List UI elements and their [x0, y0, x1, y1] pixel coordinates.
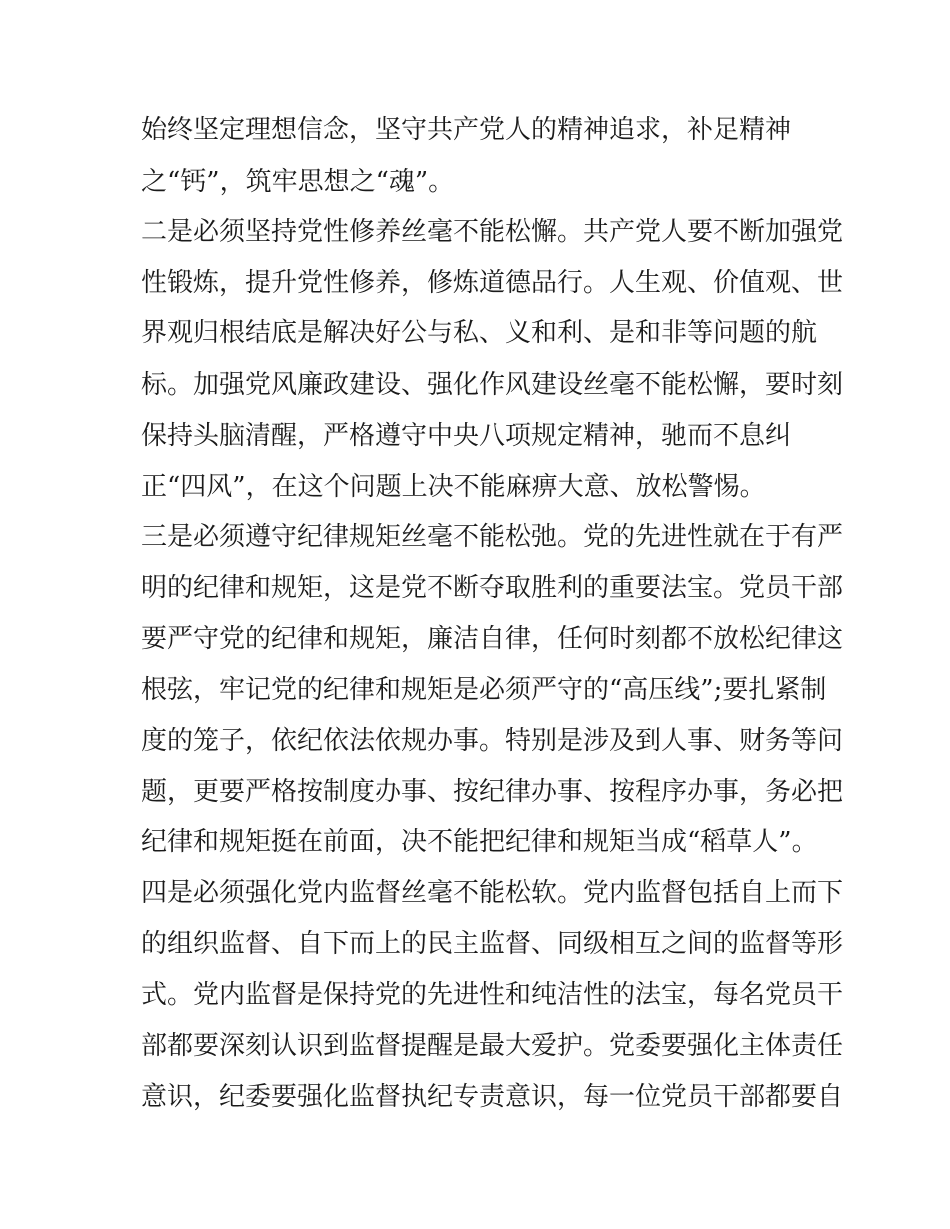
text-line-11: 要严守党的纪律和规矩，廉洁自律，任何时刻都不放松纪律这 — [141, 624, 844, 654]
text-line-12: 根弦，牢记党的纪律和规矩是必须严守的“高压线”;要扎紧制 — [141, 675, 827, 705]
text-line-1: 始终坚定理想信念，坚守共产党人的精神追求，补足精神 — [141, 115, 792, 145]
text-line-4: 性锻炼，提升党性修养，修炼道德品行。人生观、价值观、世 — [141, 268, 844, 298]
text-line-15: 纪律和规矩挺在前面，决不能把纪律和规矩当成“稻草人”。 — [141, 827, 818, 857]
text-line-6: 标。加强党风廉政建设、强化作风建设丝毫不能松懈，要时刻 — [141, 370, 844, 400]
text-line-8: 正“四风”，在这个问题上决不能麻痹大意、放松警惕。 — [141, 472, 766, 502]
text-line-2: 之“钙”，筑牢思想之“魂”。 — [141, 167, 455, 197]
text-line-20: 意识，纪委要强化监督执纪专责意识，每一位党员干部都要自 — [141, 1082, 844, 1112]
text-line-9: 三是必须遵守纪律规矩丝毫不能松弛。党的先进性就在于有严 — [141, 522, 844, 552]
text-line-17: 的组织监督、自下而上的民主监督、同级相互之间的监督等形 — [141, 929, 844, 959]
text-line-5: 界观归根结底是解决好公与私、义和利、是和非等问题的航 — [141, 318, 818, 348]
text-line-10: 明的纪律和规矩，这是党不断夺取胜利的重要法宝。党员干部 — [141, 573, 844, 603]
text-line-18: 式。党内监督是保持党的先进性和纯洁性的法宝，每名党员干 — [141, 980, 844, 1010]
text-line-16: 四是必须强化党内监督丝毫不能松软。党内监督包括自上而下 — [141, 878, 844, 908]
text-line-7: 保持头脑清醒，严格遵守中央八项规定精神，驰而不息纠 — [141, 421, 792, 451]
text-line-3: 二是必须坚持党性修养丝毫不能松懈。共产党人要不断加强党 — [141, 217, 844, 247]
text-line-13: 度的笼子，依纪依法依规办事。特别是涉及到人事、财务等问 — [141, 726, 844, 756]
text-line-14: 题，更要严格按制度办事、按纪律办事、按程序办事，务必把 — [141, 777, 844, 807]
text-line-19: 部都要深刻认识到监督提醒是最大爱护。党委要强化主体责任 — [141, 1031, 844, 1061]
